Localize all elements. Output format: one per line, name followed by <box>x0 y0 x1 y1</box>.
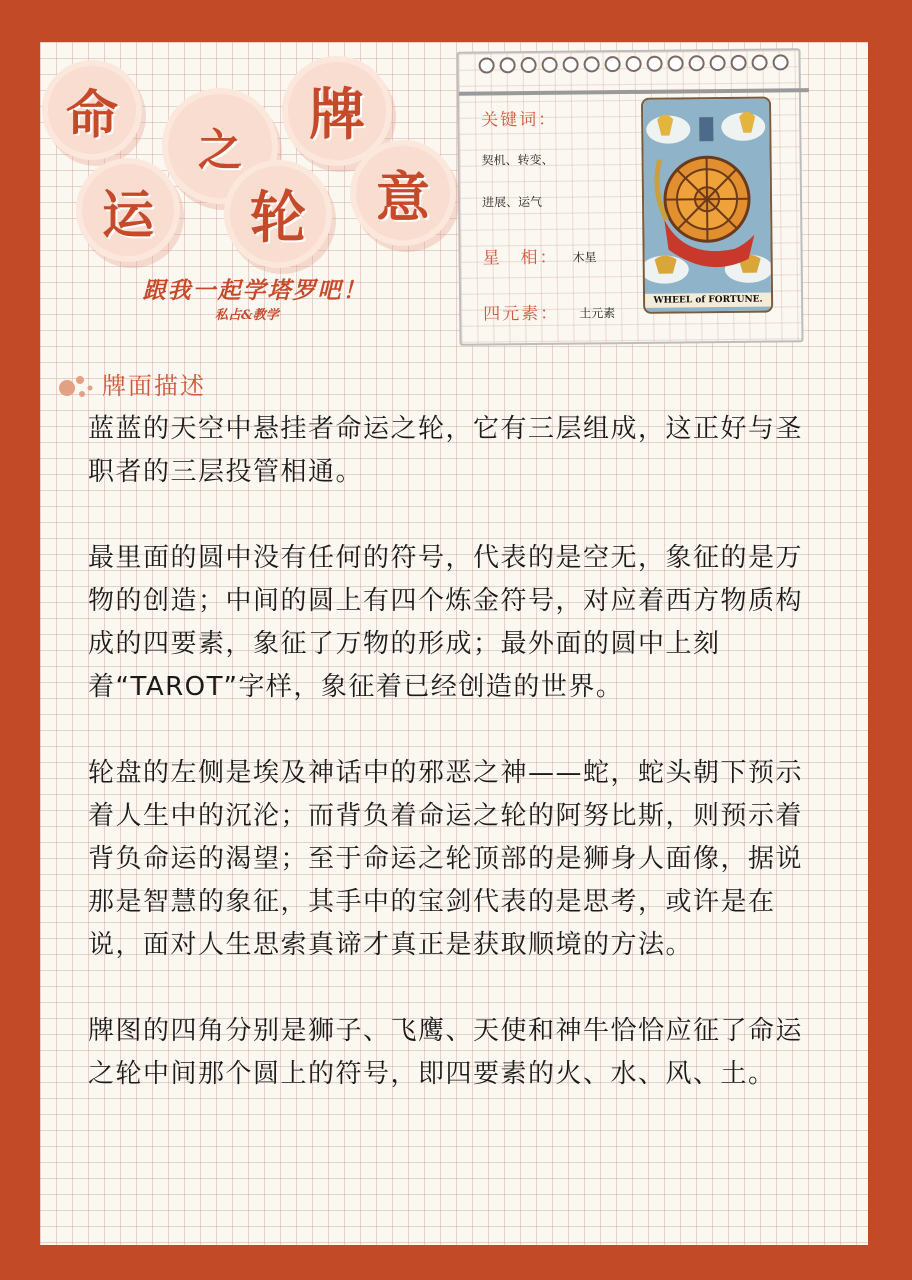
section-title: 牌面描述 <box>102 372 206 400</box>
tarot-card-image <box>643 99 771 312</box>
title-char-3: 之 <box>168 94 272 198</box>
wheel-of-fortune-icon <box>643 99 771 312</box>
keywords-label: 关键词： <box>481 109 558 131</box>
ring-icon <box>731 55 747 71</box>
ring-icon <box>521 57 537 73</box>
ring-icon <box>773 54 789 70</box>
description-body <box>88 408 830 1139</box>
card-divider <box>459 88 809 96</box>
title-char-5: 牌 <box>288 62 386 160</box>
subtitle: 跟我一起学塔罗吧！ <box>142 277 368 304</box>
ring-icon <box>479 57 495 73</box>
ring-icon <box>689 55 705 71</box>
paragraph: 最里面的圆中没有任何的符号，代表的是空无，象征的是万物的创造；中间的圆上有四个炼金符号，对应着西方物质构成的四要素，象征了万物的形成；最外面的圆中上刻着“TAROT”字样，象征着已经创造的世界。 <box>88 543 804 702</box>
title-char-1: 命 <box>48 66 136 154</box>
ring-icon <box>647 56 663 72</box>
dots-icon <box>58 370 98 400</box>
ring-icon <box>500 57 516 73</box>
title-char-4: 轮 <box>230 166 326 262</box>
ring-icon <box>584 56 600 72</box>
notebook-page <box>40 42 868 1245</box>
tarot-caption: WHEEL of FORTUNE. <box>645 293 771 308</box>
subtitle-small: 私占&教学 <box>215 308 279 323</box>
ring-icon <box>542 57 558 73</box>
ring-icon <box>710 55 726 71</box>
astro-value: 木星 <box>572 250 597 265</box>
element-value: 土元素 <box>579 306 616 321</box>
paragraph: 轮盘的左侧是埃及神话中的邪恶之神——蛇，蛇头朝下预示着人生中的沉沦；而背负着命运之轮的阿努比斯，则预示着背负命运的渴望；至于命运之轮顶部的是狮身人面像，据说那是智慧的象征，其手中的宝剑代表的是思考，或许是在说，面对人生思索真谛才真正是获取顺境的方法。 <box>88 758 804 960</box>
keyword-card <box>456 48 803 346</box>
binder-rings <box>479 54 789 73</box>
ring-icon <box>668 55 684 71</box>
title-char-6: 意 <box>356 146 450 240</box>
keywords-line-2: 进展、运气 <box>481 194 543 210</box>
paragraph: 牌图的四角分别是狮子、飞鹰、天使和神牛恰恰应征了命运之轮中间那个圆上的符号，即四要素的火、水、风、土。 <box>88 1016 804 1089</box>
ring-icon <box>563 57 579 73</box>
astro-label: 星 相： <box>482 247 559 269</box>
ring-icon <box>752 55 768 71</box>
title-char-2: 运 <box>82 164 174 256</box>
element-label: 四元素： <box>483 303 560 325</box>
ring-icon <box>626 56 642 72</box>
paragraph: 蓝蓝的天空中悬挂者命运之轮，它有三层组成，这正好与圣职者的三层投管相通。 <box>88 414 804 487</box>
ring-icon <box>605 56 621 72</box>
keywords-line-1: 契机、转变、 <box>481 152 554 168</box>
